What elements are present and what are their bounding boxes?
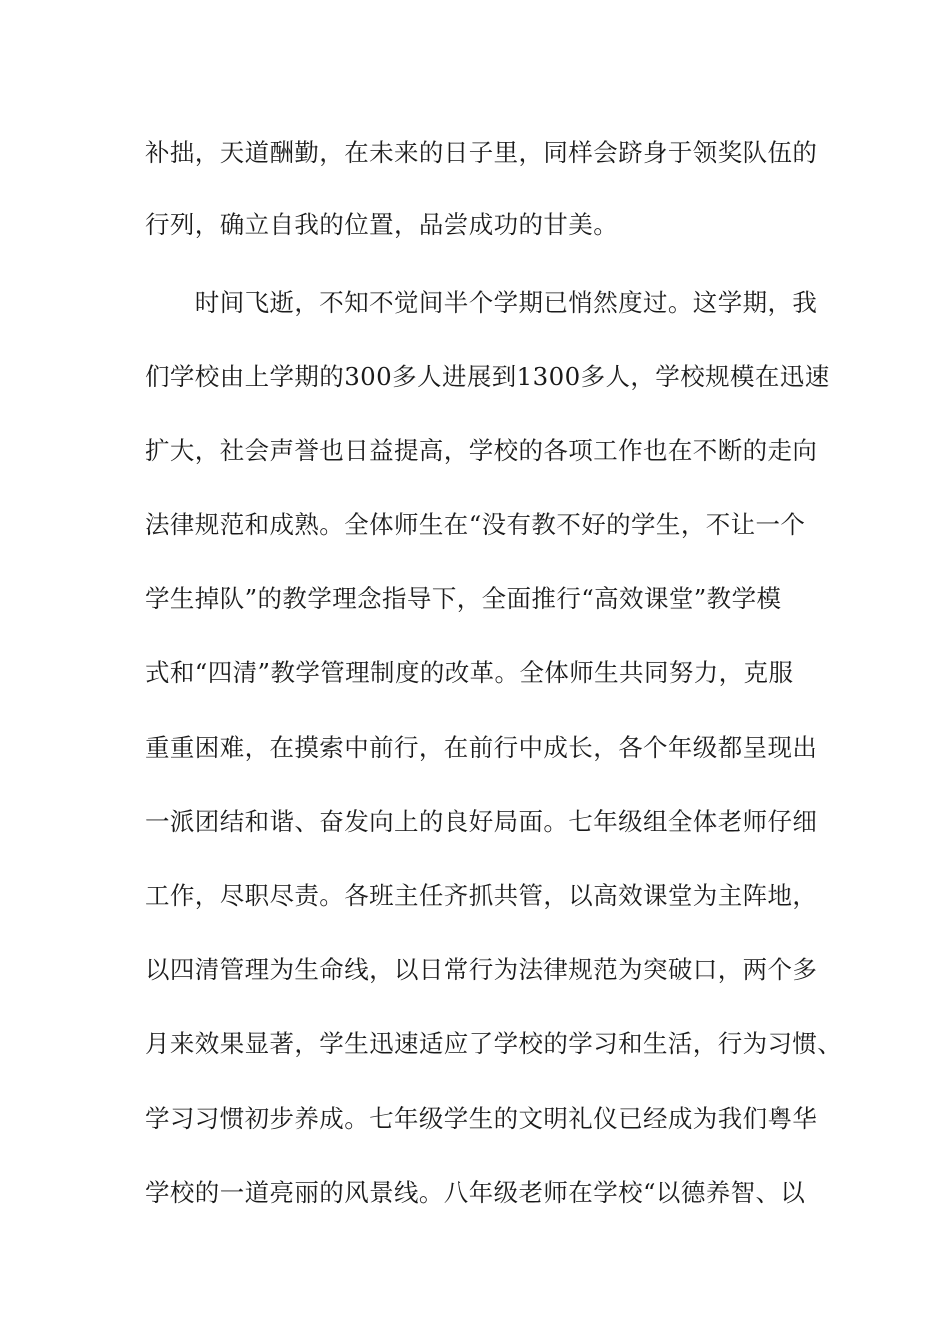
- text-line: 月来效果显著，学生迅速适应了学校的学习和生活，行为习惯、: [145, 1029, 843, 1058]
- text-line: 行列，确立自我的位置，品尝成功的甘美。: [145, 210, 619, 239]
- text-line: 扩大，社会声誉也日益提高，学校的各项工作也在不断的走向: [145, 436, 818, 465]
- text-line: 学校的一道亮丽的风景线。八年级老师在学校“以德养智、以: [145, 1178, 806, 1207]
- text-line: 学习习惯初步养成。七年级学生的文明礼仪已经成为我们粤华: [145, 1104, 818, 1133]
- text-line: 重重困难，在摸索中前行，在前行中成长，各个年级都呈现出: [145, 733, 818, 762]
- text-line: 式和“四清”教学管理制度的改革。全体师生共同努力，克服: [145, 658, 794, 687]
- text-line: 一派团结和谐、奋发向上的良好局面。七年级组全体老师仔细: [145, 807, 818, 836]
- text-line: 时间飞逝，不知不觉间半个学期已悄然度过。这学期，我: [145, 288, 818, 317]
- text-line: 法律规范和成熟。全体师生在“没有教不好的学生，不让一个: [145, 510, 806, 539]
- text-line: 补拙，天道酬勤，在未来的日子里，同样会跻身于领奖队伍的: [145, 138, 818, 167]
- text-line: 工作，尽职尽责。各班主任齐抓共管，以高效课堂为主阵地，: [145, 881, 818, 910]
- text-line: 以四清管理为生命线，以日常行为法律规范为突破口，两个多: [145, 955, 818, 984]
- text-line: 学生掉队”的教学理念指导下，全面推行“高效课堂”教学模: [145, 584, 782, 613]
- text-line: 们学校由上学期的300多人进展到1300多人，学校规模在迅速: [145, 362, 830, 391]
